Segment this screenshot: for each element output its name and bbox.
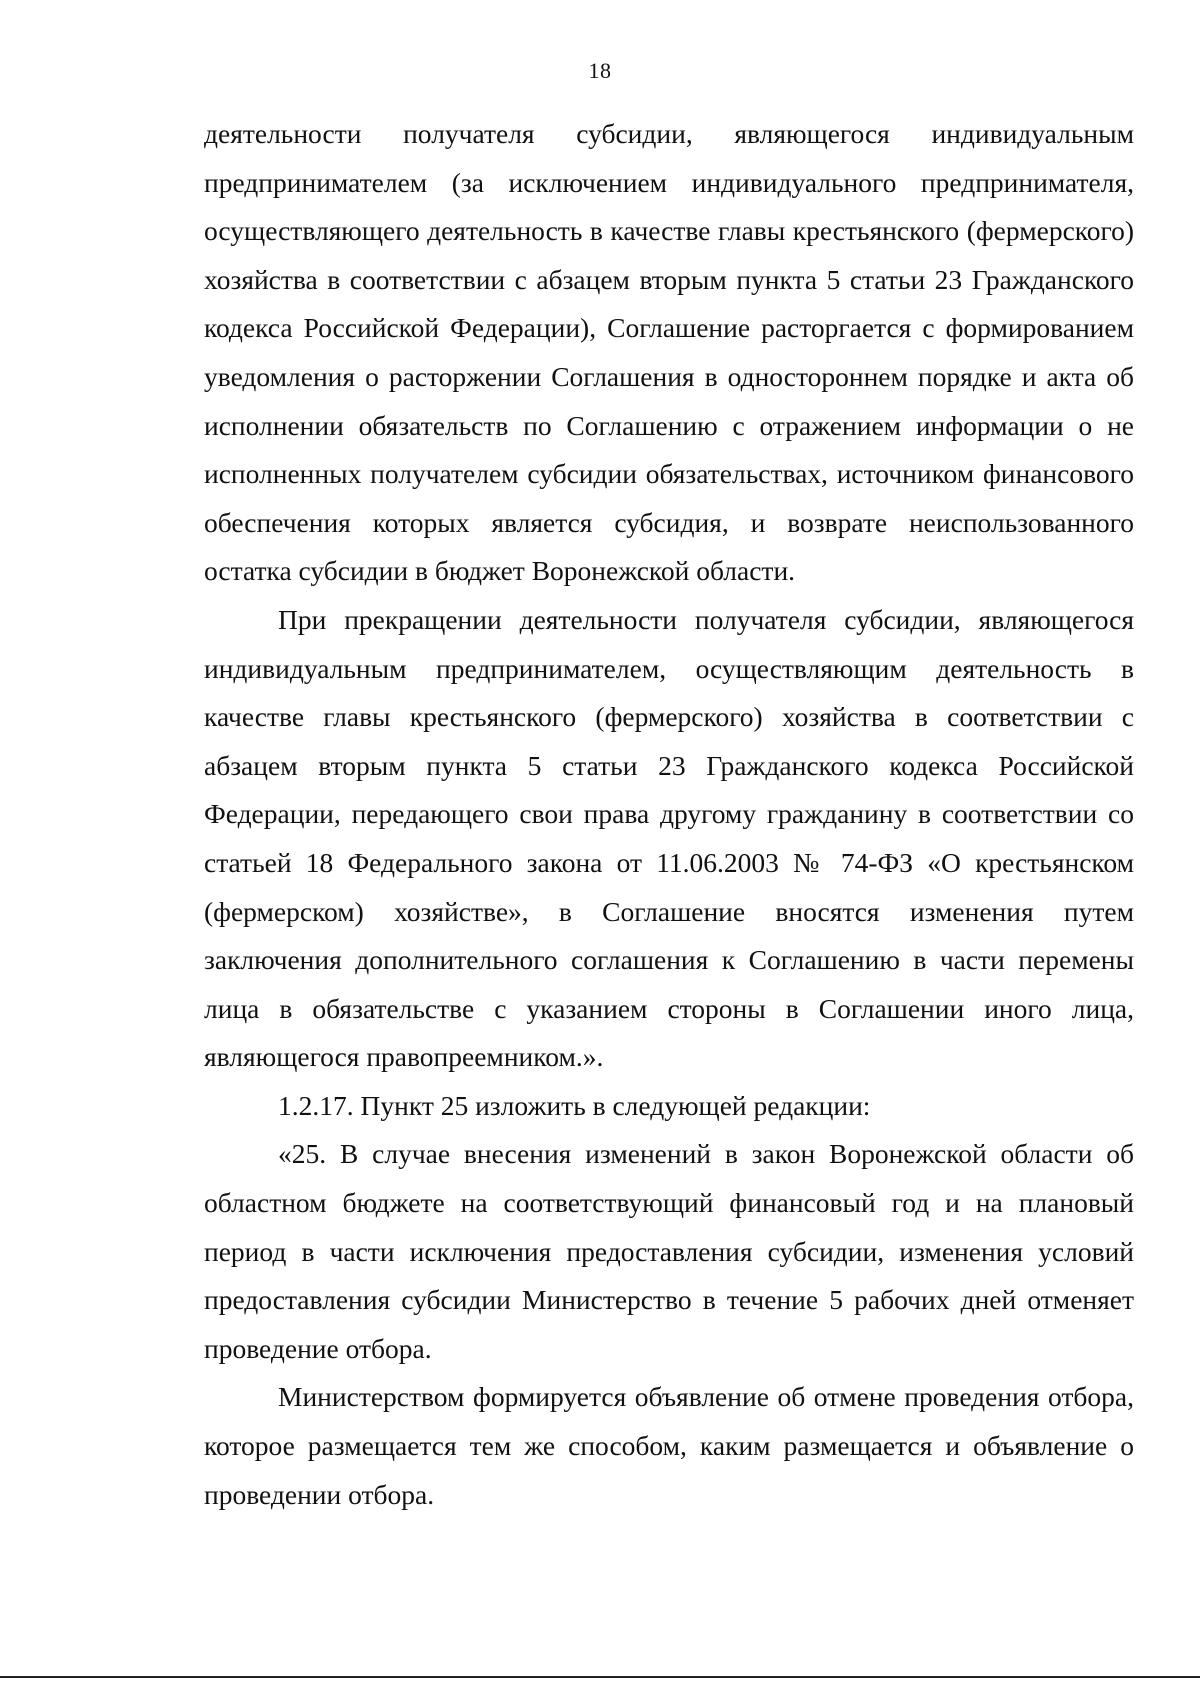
page-number: 18 xyxy=(588,58,612,83)
bottom-rule xyxy=(0,1676,1200,1678)
paragraph-3: 1.2.17. Пункт 25 изложить в следующей редакции: xyxy=(278,1089,871,1121)
paragraph-2: При прекращении деятельности получателя субсидии, являющегося индивидуальным предпринимателем, осуществляющим деятельность в качестве главы крестьянского (фермерского) хозяйства в соответствии с абзацем вторым пункта 5 статьи 23 Гражданского кодекса Российской Федерации, передающего свои права другому гражданину в соответствии со статьей 18 Федерального закона от 11.06.2003 № 74-ФЗ «О крестьянском (фермерском) хозяйстве», в Соглашение вносятся изменения путем заключения дополнительного соглашения к Соглашению в части перемены лица в обязательстве с указанием стороны в Соглашении иного лица, являющегося правопреемником.». xyxy=(204,603,1134,1073)
paragraph-5: Министерством формируется объявление об отмене проведения отбора, которое размещается тем же способом, каким размещается и объявление о проведении отбора. xyxy=(204,1381,1134,1510)
document-body xyxy=(204,110,1134,1519)
paragraph-1: деятельности получателя субсидии, являющегося индивидуальным предпринимателем (за исключением индивидуального предпринимателя, осуществляющего деятельность в качестве главы крестьянского (фермерского) хозяйства в соответствии с абзацем вторым пункта 5 статьи 23 Гражданского кодекса Российской Федерации), Соглашение расторгается с формированием уведомления о расторжении Соглашения в одностороннем порядке и акта об исполнении обязательств по Соглашению с отражением информации о не исполненных получателем субсидии обязательствах, источником финансового обеспечения которых является субсидия, и возврате неиспользованного остатка субсидии в бюджет Воронежской области. xyxy=(204,118,1134,587)
paragraph-4: «25. В случае внесения изменений в закон Воронежской области об областном бюджете на соответствующий финансовый год и на плановый период в части исключения предоставления субсидии, изменения условий предоставления субсидии Министерство в течение 5 рабочих дней отменяет проведение отбора. xyxy=(204,1138,1134,1364)
